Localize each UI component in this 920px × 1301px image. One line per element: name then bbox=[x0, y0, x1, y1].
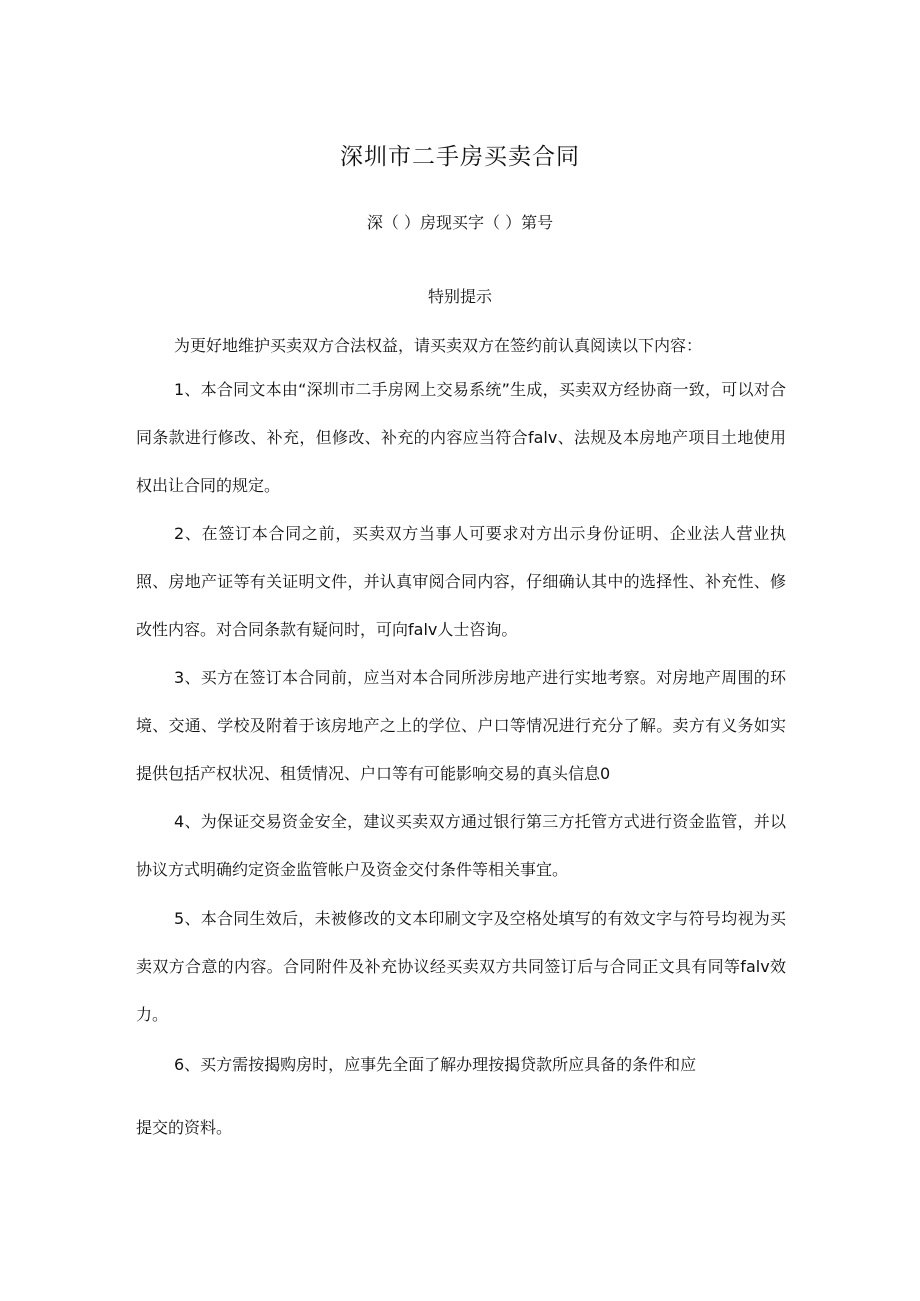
document-title: 深圳市二手房买卖合同 bbox=[340, 144, 580, 170]
notice-item-1: 1、本合同文本由“深圳市二手房网上交易系统”生成，买卖双方经协商一致，可以对合同条款进行修改、补充，但修改、补充的内容应当符合falv、法规及本房地产项目土地使用权出让合同的规定。 bbox=[136, 380, 786, 495]
notice-heading: 特别提示 bbox=[427, 287, 492, 306]
intro-paragraph: 为更好地维护买卖双方合法权益，请买卖双方在签约前认真阅读以下内容： bbox=[174, 336, 703, 355]
contract-number: 深（ ）房现买字（ ）第号 bbox=[366, 213, 554, 232]
notice-item-6: 6、买方需按揭购房时，应事先全面了解办理按揭贷款所应具备的条件和应 bbox=[174, 1055, 697, 1074]
notice-item-5: 5、本合同生效后，未被修改的文本印刷文字及空格处填写的有效文字与符号均视为买卖双方合意的内容。合同附件及补充协议经买卖双方共同签订后与合同正文具有同等falv效力。 bbox=[136, 909, 786, 1024]
notice-item-2: 2、在签订本合同之前，买卖双方当事人可要求对方出示身份证明、企业法人营业执照、房地产证等有关证明文件，并认真审阅合同内容，仔细确认其中的选择性、补充性、修改性内容。对合同条款有疑问时，可向falv人士咨询。 bbox=[136, 524, 786, 639]
notice-item-4: 4、为保证交易资金安全，建议买卖双方通过银行第三方托管方式进行资金监管，并以协议方式明确约定资金监管帐户及资金交付条件等相关事宜。 bbox=[136, 812, 786, 879]
notice-item-3: 3、买方在签订本合同前，应当对本合同所涉房地产进行实地考察。对房地产周围的环境、交通、学校及附着于该房地产之上的学位、户口等情况进行充分了解。卖方有义务如实提供包括产权状况、租赁情况、户口等有可能影响交易的真头信息0 bbox=[136, 668, 786, 783]
notice-item-6-continuation: 提交的资料。 bbox=[136, 1118, 233, 1137]
